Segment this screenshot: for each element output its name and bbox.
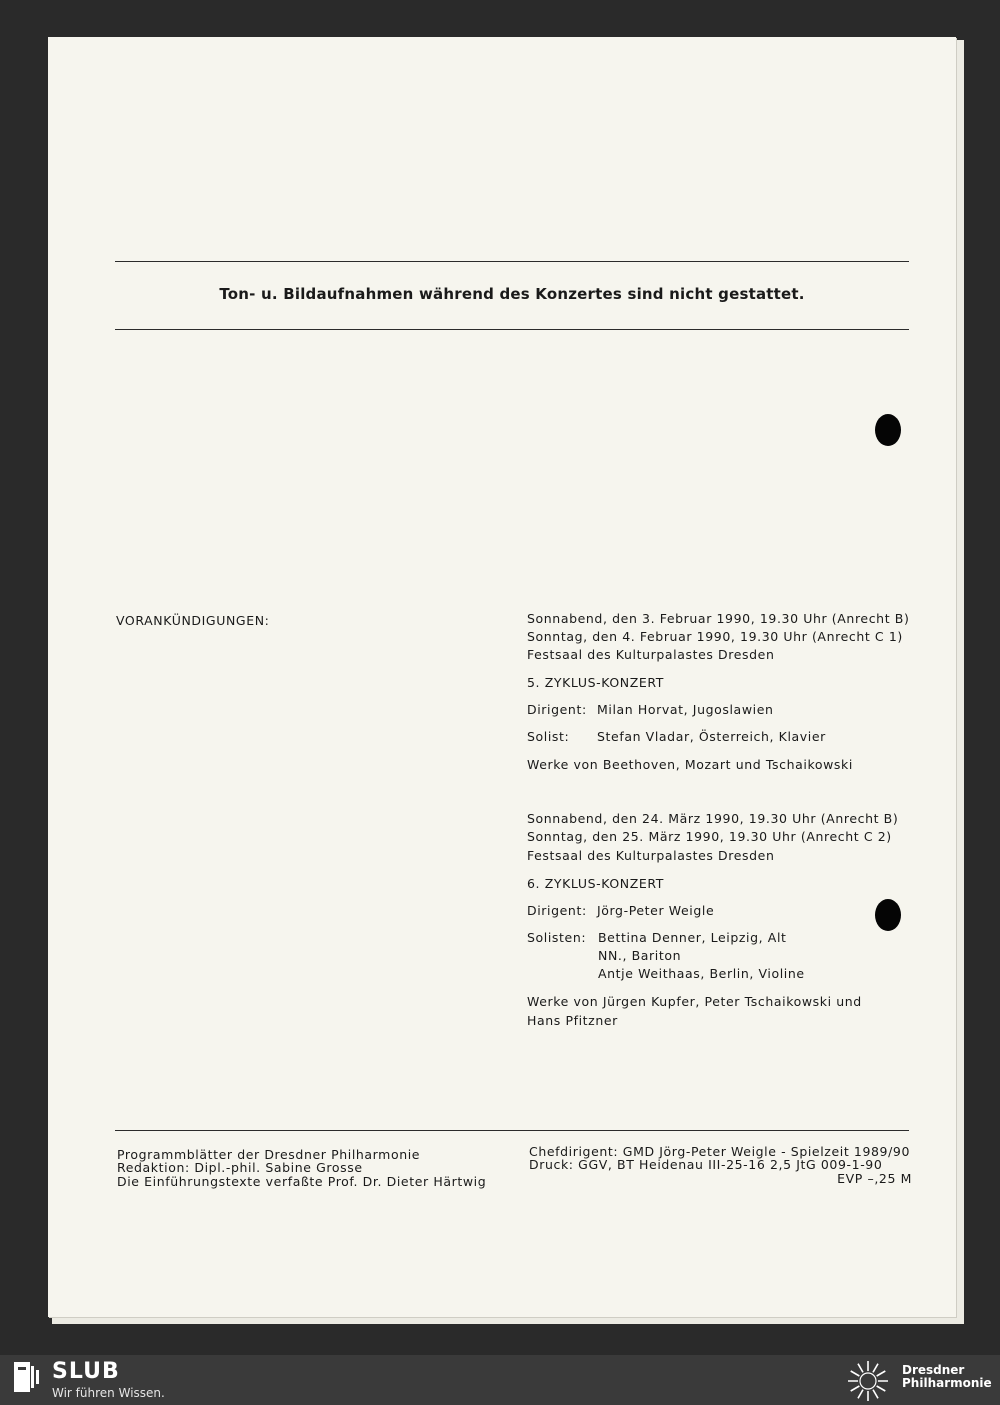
slub-tagline: Wir führen Wissen. [52,1386,165,1400]
slub-name: SLUB [52,1359,120,1384]
footer-publisher: Programmblätter der Dresdner Philharmonie [117,1147,421,1162]
top-rule [115,261,909,262]
concert2-conductor: Jörg-Peter Weigle [597,903,715,918]
concert2-soloist-3: Antje Weithaas, Berlin, Violine [598,966,805,981]
footer-editor: Redaktion: Dipl.-phil. Sabine Grosse [117,1160,363,1175]
footer-chief-conductor: Chefdirigent: GMD Jörg-Peter Weigle - Spielzeit 1989/90 [529,1144,911,1159]
philharmonie-name-line1: Dresdner [902,1363,965,1377]
concert1-conductor-label: Dirigent: [527,702,587,717]
footer-print-info: Druck: GGV, BT Heidenau III-25-16 2,5 JtG 009-1-90 [529,1157,883,1172]
philharmonie-sunburst-icon [842,1360,894,1402]
concert2-date-saturday: Sonnabend, den 24. März 1990, 19.30 Uhr (Anrecht B) [527,811,899,826]
concert1-soloist-label: Solist: [527,729,570,744]
concert2-soloist-2: NN., Bariton [598,948,682,963]
concert1-date-sunday: Sonntag, den 4. Februar 1990, 19.30 Uhr (Anrecht C 1) [527,629,903,644]
concert2-date-sunday: Sonntag, den 25. März 1990, 19.30 Uhr (Anrecht C 2) [527,829,892,844]
concert1-conductor: Milan Horvat, Jugoslawien [597,702,774,717]
concert2-works-line1: Werke von Jürgen Kupfer, Peter Tschaikowski und [527,994,862,1009]
slub-logo-icon [14,1362,40,1392]
footer-author: Die Einführungstexte verfaßte Prof. Dr. Dieter Härtwig [117,1174,487,1189]
footer-rule [115,1130,909,1131]
concert2-title: 6. ZYKLUS-KONZERT [527,876,665,891]
concert1-date-saturday: Sonnabend, den 3. Februar 1990, 19.30 Uhr (Anrecht B) [527,611,910,626]
concert2-soloists-label: Solisten: [527,930,587,945]
program-page [48,37,956,1317]
concert1-title: 5. ZYKLUS-KONZERT [527,675,665,690]
bottom-bar [0,1355,1000,1405]
concert1-soloist: Stefan Vladar, Österreich, Klavier [597,729,826,744]
notice-bottom-rule [115,329,909,330]
punch-hole-bottom [875,899,901,931]
concert1-venue: Festsaal des Kulturpalastes Dresden [527,647,775,662]
concert2-conductor-label: Dirigent: [527,903,587,918]
philharmonie-name-line2: Philharmonie [902,1376,992,1390]
concert2-works-line2: Hans Pfitzner [527,1013,618,1028]
philharmonie-name [902,1364,992,1390]
concert1-works: Werke von Beethoven, Mozart und Tschaikowski [527,757,853,772]
footer-price: EVP –,25 M [837,1171,912,1186]
concert2-soloist-1: Bettina Denner, Leipzig, Alt [598,930,787,945]
recording-notice: Ton- u. Bildaufnahmen während des Konzertes sind nicht gestattet. [219,285,805,303]
concert2-venue: Festsaal des Kulturpalastes Dresden [527,848,775,863]
announcements-heading: VORANKÜNDIGUNGEN: [116,613,270,628]
punch-hole-top [875,414,901,446]
